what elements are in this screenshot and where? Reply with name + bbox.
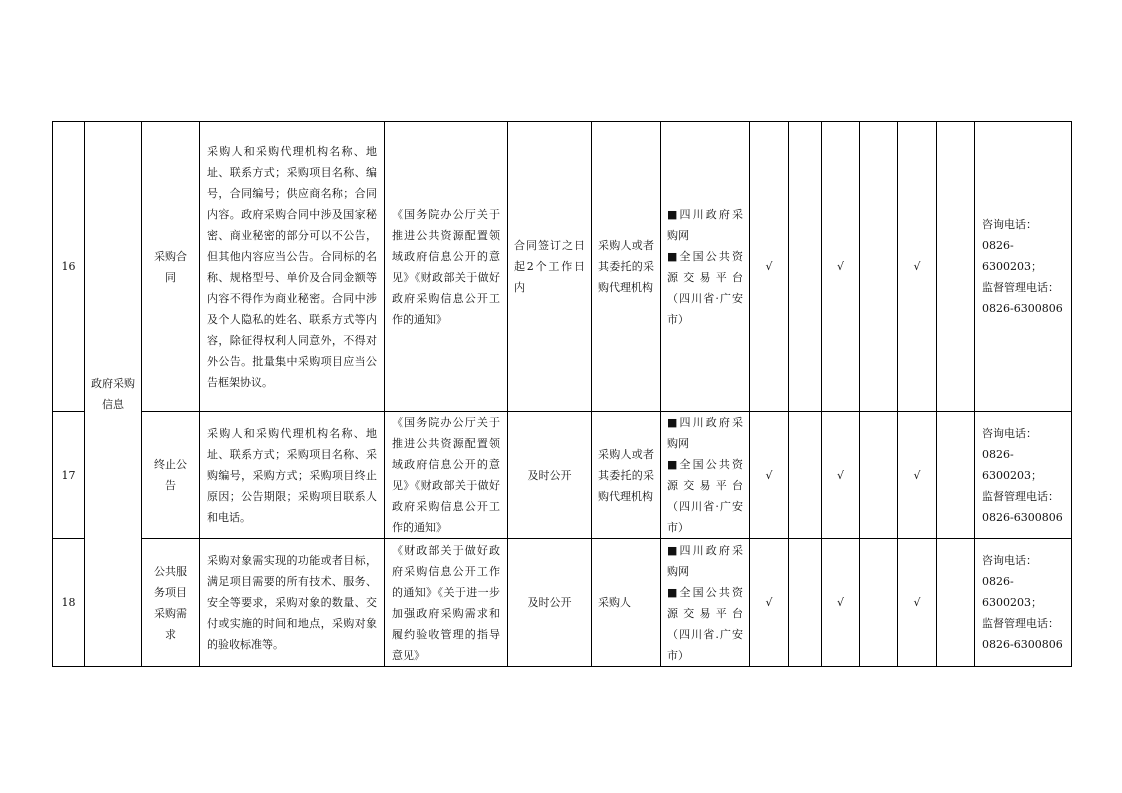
check-mark: √ [750,539,789,667]
check-mark: √ [822,412,860,539]
item-name-cell [142,412,200,539]
subject-cell [592,122,661,412]
basis-text: 《国务院办公厅关于推进公共资源配置领域政府信息公开的意见》《财政部关于做好政府采购信息公开工作的通知》 [392,207,500,326]
content-cell [200,539,385,667]
item-name-cell [142,539,200,667]
contact-line: 咨询电话： [982,554,1037,567]
channel-item: ■四川政府采购网 [667,207,743,242]
empty-cell [937,539,975,667]
contact-line: 监督管理电话： [982,617,1059,630]
content-text: 采购人和采购代理机构名称、地址、联系方式；采购项目名称、采购编号，采购方式；采购项目终止原因；公告期限；采购项目联系人和电话。 [207,426,377,524]
check-mark: √ [822,122,860,412]
contact-cell [975,539,1072,667]
channel-cell [661,122,750,412]
check-mark: √ [898,412,937,539]
subject-text: 采购人或者其委托的采购代理机构 [598,447,654,503]
content-text: 采购对象需实现的功能或者目标，满足项目需要的所有技术、服务、安全等要求，采购对象的数量、交付或实施的时间和地点，采购对象的验收标准等。 [207,554,377,651]
basis-cell [385,122,508,412]
row-number: 17 [53,412,85,539]
time-limit-text: 合同签订之日起2个工作日内 [514,239,585,294]
contact-line: 咨询电话： [982,218,1037,231]
empty-cell [937,412,975,539]
contact-line: 0826-6300203； [982,575,1042,609]
subject-text: 采购人 [598,596,631,609]
channel-cell [661,539,750,667]
channel-cell [661,412,750,539]
time-limit-cell [508,539,592,667]
check-mark: √ [750,122,789,412]
empty-cell [789,412,822,539]
subject-text: 采购人或者其委托的采购代理机构 [598,239,654,294]
category-label: 政府采购信息 [91,377,135,411]
channel-item: ■全国公共资源交易平台（四川省·广安市） [667,458,743,534]
empty-cell [789,122,822,412]
contact-cell [975,122,1072,412]
time-limit-text: 及时公开 [527,596,572,609]
basis-text: 《国务院办公厅关于推进公共资源配置领域政府信息公开的意见》《财政部关于做好政府采购信息公开工作的通知》 [392,416,500,534]
table-row [53,412,1072,539]
basis-text: 《财政部关于做好政府采购信息公开工作的通知》《关于进一步加强政府采购需求和履约验收管理的指导意见》 [392,543,500,662]
disclosure-table [52,121,1072,667]
contact-line: 监督管理电话： [982,489,1059,503]
contact-cell [975,412,1072,539]
content-cell [200,122,385,412]
empty-cell [860,122,898,412]
content-cell [200,412,385,539]
subject-cell [592,412,661,539]
empty-cell [860,412,898,539]
channel-item: ■四川政府采购网 [667,543,743,578]
check-mark: √ [822,539,860,667]
basis-cell [385,539,508,667]
category-cell [85,122,142,667]
empty-cell [860,539,898,667]
item-name: 公共服务项目采购需求 [154,564,187,641]
table-row [53,539,1072,667]
check-mark: √ [898,122,937,412]
channel-item: ■全国公共资源交易平台（四川省·广安市） [667,249,743,326]
empty-cell [937,122,975,412]
row-number: 16 [53,122,85,412]
row-number: 18 [53,539,85,667]
subject-cell [592,539,661,667]
channel-item: ■全国公共资源交易平台（四川省.广安市） [667,585,743,662]
contact-line: 0826-6300203； [982,239,1042,273]
time-limit-text: 及时公开 [527,468,572,482]
contact-line: 0826-6300806 [982,638,1063,651]
check-mark: √ [898,539,937,667]
item-name: 终止公告 [154,458,187,492]
check-mark: √ [750,412,789,539]
contact-line: 监督管理电话： [982,281,1059,294]
content-text: 采购人和采购代理机构名称、地址、联系方式；采购项目名称、编号，合同编号；供应商名称；合同内容。政府采购合同中涉及国家秘密、商业秘密的部分可以不公告，但其他内容应当公告。合同标的名称、规格型号、单价及合同金额等内容不得作为商业秘密。合同中涉及个人隐私的姓名、联系方式等内容，除征得权利人同意外，不得对外公告。批量集中采购项目应当公告框架协议。 [207,144,377,389]
contact-line: 0826-6300806 [982,302,1063,315]
item-name: 采购合同 [154,249,187,284]
contact-line: 0826-6300203； [982,447,1042,482]
channel-item: ■四川政府采购网 [667,416,743,450]
table-row [53,122,1072,412]
empty-cell [789,539,822,667]
contact-line: 咨询电话： [982,426,1037,440]
time-limit-cell [508,412,592,539]
item-name-cell [142,122,200,412]
contact-line: 0826-6300806 [982,510,1063,524]
time-limit-cell [508,122,592,412]
basis-cell [385,412,508,539]
